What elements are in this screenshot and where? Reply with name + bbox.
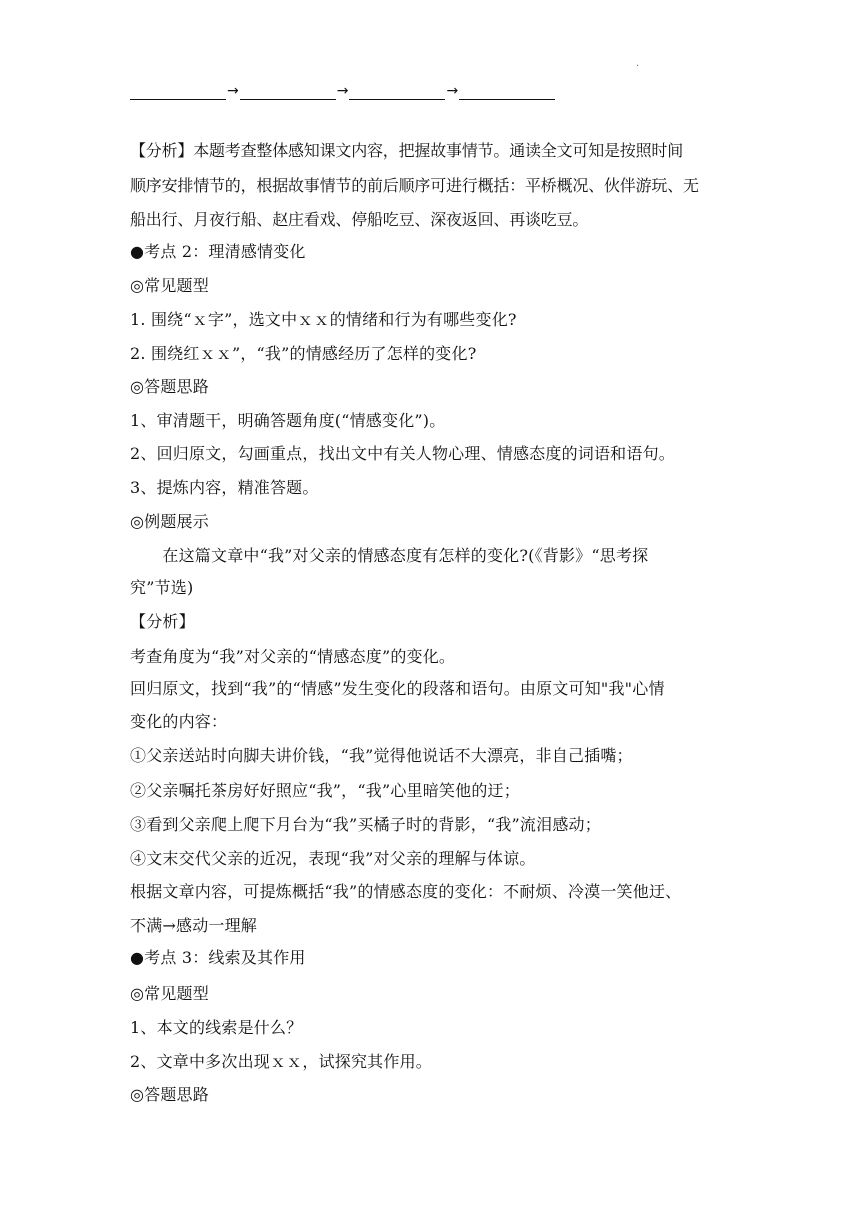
subsection-heading: ◎常见题型 [130,276,209,295]
step-item: 3、提炼内容，精准答题。 [130,478,319,497]
subsection-heading: ◎例题展示 [130,512,209,531]
analysis-point: ④文末交代父亲的近况，表现“我”对父亲的理解与体谅。 [130,849,536,868]
example-question-line: 究”节选) [130,578,194,597]
subsection-heading: ◎常见题型 [130,984,209,1003]
summary-line: 不满→感动一理解 [130,916,258,935]
subsection-heading: ◎答题思路 [130,1085,209,1104]
example-question-line: 在这篇文章中“我”对父亲的情感态度有怎样的变化?(《背影》“思考探 [130,546,649,565]
analysis-line: 考查角度为“我”对父亲的“情感态度”的变化。 [130,647,456,666]
answer-blank-2[interactable] [240,83,336,100]
section-heading: ●考点 3：线索及其作用 [130,948,306,967]
analysis-paragraph-line: 船出行、月夜行船、赵庄看戏、停船吃豆、深夜返回、再谈吃豆。 [130,210,589,229]
arrow-icon: → [446,83,459,99]
answer-blank-3[interactable] [349,83,445,100]
subsection-heading: ◎答题思路 [130,377,209,396]
blank-sequence [130,80,555,100]
answer-blank-1[interactable] [130,83,226,100]
arrow-icon: → [227,83,239,99]
section-heading: ●考点 2：理清感情变化 [130,242,306,261]
arrow-icon: → [336,83,349,99]
analysis-heading: 【分析】 [130,612,195,631]
step-item: 1、审清题干，明确答题角度(“情感变化”)。 [130,411,446,430]
analysis-point: ③看到父亲爬上爬下月台为“我”买橘子时的背影，“我”流泪感动； [130,815,601,834]
question-item: 2、文章中多次出现ｘｘ，试探究其作用。 [130,1052,432,1071]
analysis-point: ①父亲送站时向脚夫讲价钱，“我”觉得他说话不大漂亮，非自己插嘴； [130,746,633,765]
question-item: 1. 围绕“ｘ字”，选文中ｘｘ的情绪和行为有哪些变化? [130,310,517,329]
question-item: 1、本文的线索是什么？ [130,1018,303,1037]
analysis-paragraph-line: 【分析】本题考查整体感知课文内容，把握故事情节。通读全文可知是按照时间 [130,141,684,160]
summary-line: 根据文章内容，可提炼概括“我”的情感态度的变化：不耐烦、冷漠一笑他迂、 [130,882,682,901]
page-mark: . [636,58,640,69]
analysis-line: 回归原文，找到“我”的“情感”发生变化的段落和语句。由原文可知"我"心情 [130,679,665,698]
analysis-paragraph-line: 顺序安排情节的，根据故事情节的前后顺序可进行概括：平桥概况、伙伴游玩、无 [130,176,699,195]
answer-blank-4[interactable] [459,83,555,100]
analysis-point: ②父亲嘱托茶房好好照应“我”，“我”心里暗笑他的迂； [130,781,520,800]
step-item: 2、回归原文，勾画重点，找出文中有关人物心理、情感态度的词语和语句。 [130,444,675,463]
analysis-line: 变化的内容： [130,712,228,731]
question-item: 2. 围绕红ｘｘ”，“我”的情感经历了怎样的变化? [130,344,477,363]
